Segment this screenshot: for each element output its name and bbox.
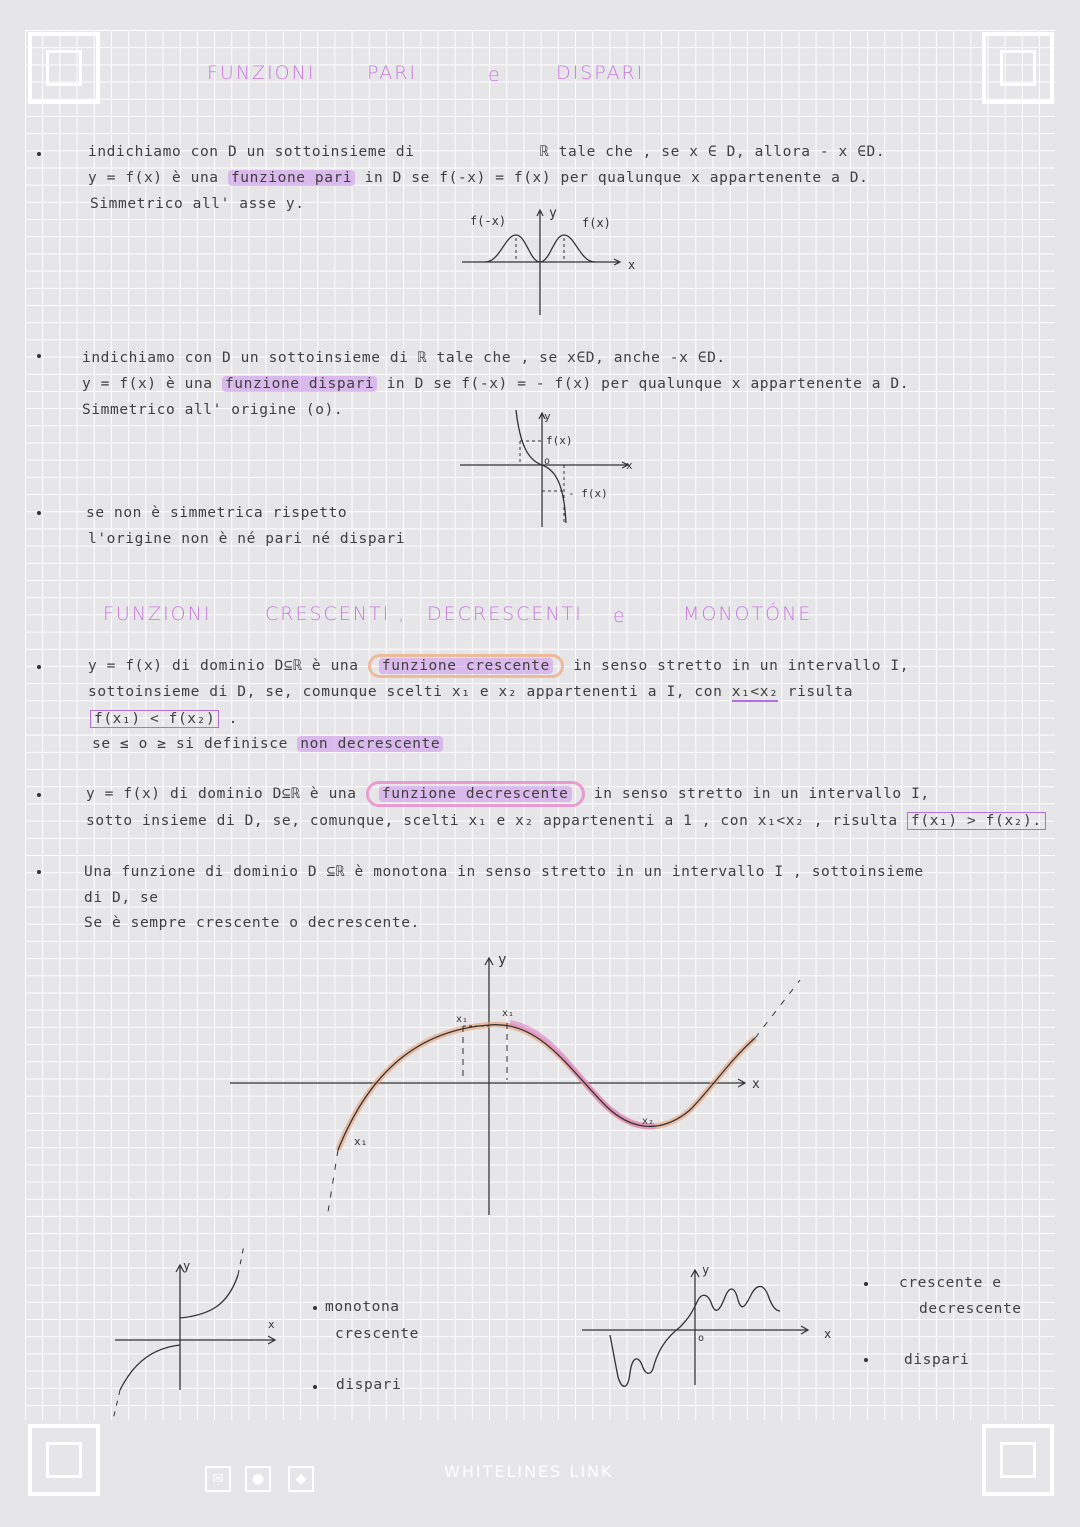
label-x1b-top: x₁ bbox=[502, 1008, 515, 1019]
title2-e: e bbox=[613, 605, 627, 627]
dispari-line2-start: y = f(x) è una bbox=[82, 376, 213, 392]
monotona-line1: Una funzione di dominio D ⊆ℝ è monotona in senso stretto in un intervallo I , sottoinsieme bbox=[84, 864, 924, 880]
crescente-line1-start: y = f(x) di dominio D⊆ℝ è una bbox=[88, 658, 359, 674]
label-y: y bbox=[544, 410, 551, 423]
dispari-highlight: funzione dispari bbox=[222, 376, 377, 392]
label-minus-f-x: - f(x) bbox=[568, 487, 608, 500]
crescente-box: f(x₁) < f(x₂) bbox=[90, 710, 219, 728]
crescente-line1-end: in senso stretto in un intervallo I, bbox=[573, 658, 910, 674]
label-x1-top: x₁ bbox=[456, 1014, 469, 1025]
label-origin: o bbox=[544, 456, 551, 467]
title-e: e bbox=[488, 64, 502, 86]
crescente-line2 bbox=[88, 684, 853, 700]
decrescente-line2 bbox=[86, 813, 1046, 829]
decrescente-highlight bbox=[366, 781, 585, 807]
dispari-line2-end: in D se f(-x) = - f(x) per qualunque x appartenente a D. bbox=[386, 376, 910, 392]
crescente-line4 bbox=[92, 736, 443, 752]
label-origin: o bbox=[698, 1333, 705, 1344]
decrescente-line1-end: in senso stretto in un intervallo I, bbox=[593, 786, 930, 802]
label-f-x: f(x) bbox=[546, 434, 573, 447]
title2-monotone: MONOTÓNE bbox=[683, 603, 813, 625]
list1-item2: dispari bbox=[336, 1377, 402, 1393]
mail-icon[interactable]: ✉ bbox=[205, 1466, 231, 1492]
label-y: y bbox=[549, 206, 557, 221]
label-f-minus-x: f(-x) bbox=[470, 214, 507, 228]
crescente-line3 bbox=[90, 711, 238, 727]
monotona-line3: Se è sempre crescente o decrescente. bbox=[84, 915, 420, 931]
bullet bbox=[313, 1385, 317, 1389]
list2-item1b: decrescente bbox=[919, 1301, 1022, 1317]
graph-increasing-decreasing bbox=[230, 950, 810, 1220]
title2-decrescenti: DECRESCENTI bbox=[427, 603, 583, 625]
crescente-line2-start: sottoinsieme di D, se, comunque scelti x₁ e x₂ appartenenti a I, con bbox=[88, 684, 732, 700]
pari-highlight: funzione pari bbox=[228, 170, 355, 186]
label-y: y bbox=[498, 952, 507, 968]
dispari-line1: indichiamo con D un sottoinsieme di ℝ tale che , se x∈D, anche -x ∈D. bbox=[82, 350, 726, 366]
label-x2: x₂ bbox=[642, 1116, 655, 1127]
decrescente-line1-start: y = f(x) di dominio D⊆ℝ è una bbox=[86, 786, 357, 802]
label-f-x: f(x) bbox=[582, 216, 611, 230]
bullet bbox=[37, 870, 41, 874]
label-x: x bbox=[628, 258, 636, 272]
graph-even-function bbox=[460, 205, 650, 320]
dispari-line3: Simmetrico all' origine (o). bbox=[82, 402, 344, 418]
decrescente-line2-start: sotto insieme di D, se, comunque, scelti x₁ e x₂ appartenenti a 1 , con x₁<x₂ , risulta bbox=[86, 813, 908, 829]
pari-line2 bbox=[88, 170, 868, 186]
crescente-highlight bbox=[368, 654, 564, 678]
label-y: y bbox=[702, 1263, 710, 1277]
graph-monotone-increasing bbox=[110, 1240, 290, 1440]
pari-line3: Simmetrico all' asse y. bbox=[90, 196, 305, 212]
decrescente-highlight-text: funzione decrescente bbox=[379, 786, 572, 802]
decrescente-line1 bbox=[86, 786, 930, 802]
corner-marker-top-right bbox=[982, 32, 1054, 104]
corner-marker-top-left bbox=[28, 32, 100, 104]
crescente-line4-start: se ≤ o ≥ si definisce bbox=[92, 736, 298, 752]
monotona-line2: di D, se bbox=[84, 890, 159, 906]
pari-line1b: ℝ tale che , se x ∈ D, allora - x ∈D. bbox=[540, 144, 886, 160]
decrescente-box: f(x₁) > f(x₂). bbox=[907, 812, 1046, 830]
pari-line2-end: in D se f(-x) = f(x) per qualunque x appartenente a D. bbox=[364, 170, 869, 186]
dispari-line2 bbox=[82, 376, 909, 392]
graph-odd-function bbox=[458, 405, 648, 530]
bullet bbox=[864, 1358, 868, 1362]
crescente-line2-end: risulta bbox=[787, 684, 854, 700]
bullet bbox=[864, 1282, 868, 1286]
list1-item1a: monotona bbox=[325, 1299, 400, 1315]
graph-non-monotone bbox=[580, 1255, 850, 1395]
bullet bbox=[37, 511, 41, 515]
pari-line1a: indichiamo con D un sottoinsieme di bbox=[88, 144, 415, 160]
crescente-line1 bbox=[88, 658, 909, 674]
footer-brand: WHITELINES LINK bbox=[444, 1462, 614, 1481]
label-x: x bbox=[824, 1327, 832, 1341]
label-x: x bbox=[268, 1318, 275, 1331]
nota-line1: se non è simmetrica rispetto bbox=[86, 505, 348, 521]
corner-marker-bottom-left bbox=[28, 1424, 100, 1496]
dropbox-icon[interactable]: ◆ bbox=[288, 1466, 314, 1492]
bullet bbox=[313, 1306, 317, 1310]
label-x1-left: x₁ bbox=[354, 1135, 368, 1148]
pari-line2-start: y = f(x) è una bbox=[88, 170, 219, 186]
evernote-icon[interactable]: ● bbox=[245, 1466, 271, 1492]
title2-crescenti: CRESCENTI , bbox=[265, 603, 407, 625]
label-x: x bbox=[626, 459, 633, 472]
bullet bbox=[37, 793, 41, 797]
title2-funzioni: FUNZIONI bbox=[103, 603, 212, 625]
crescente-underline: x₁<x₂ bbox=[731, 684, 779, 700]
title-dispari: DISPARI bbox=[556, 62, 645, 84]
corner-marker-bottom-right bbox=[982, 1424, 1054, 1496]
non-decrescente-highlight: non decrescente bbox=[297, 736, 443, 752]
list1-item1b: crescente bbox=[335, 1326, 419, 1342]
nota-line2: l'origine non è né pari né dispari bbox=[88, 531, 406, 547]
title-funzioni: FUNZIONI bbox=[207, 62, 316, 84]
bullet bbox=[37, 152, 41, 156]
label-y: y bbox=[183, 1259, 191, 1273]
list2-item1a: crescente e bbox=[899, 1275, 1002, 1291]
bullet bbox=[37, 665, 41, 669]
list2-item2: dispari bbox=[904, 1352, 970, 1368]
crescente-line3-end: . bbox=[228, 711, 238, 727]
title-pari: PARI bbox=[367, 62, 418, 84]
label-x: x bbox=[752, 1077, 760, 1092]
crescente-highlight-text: funzione crescente bbox=[379, 658, 553, 674]
bullet bbox=[37, 354, 41, 358]
